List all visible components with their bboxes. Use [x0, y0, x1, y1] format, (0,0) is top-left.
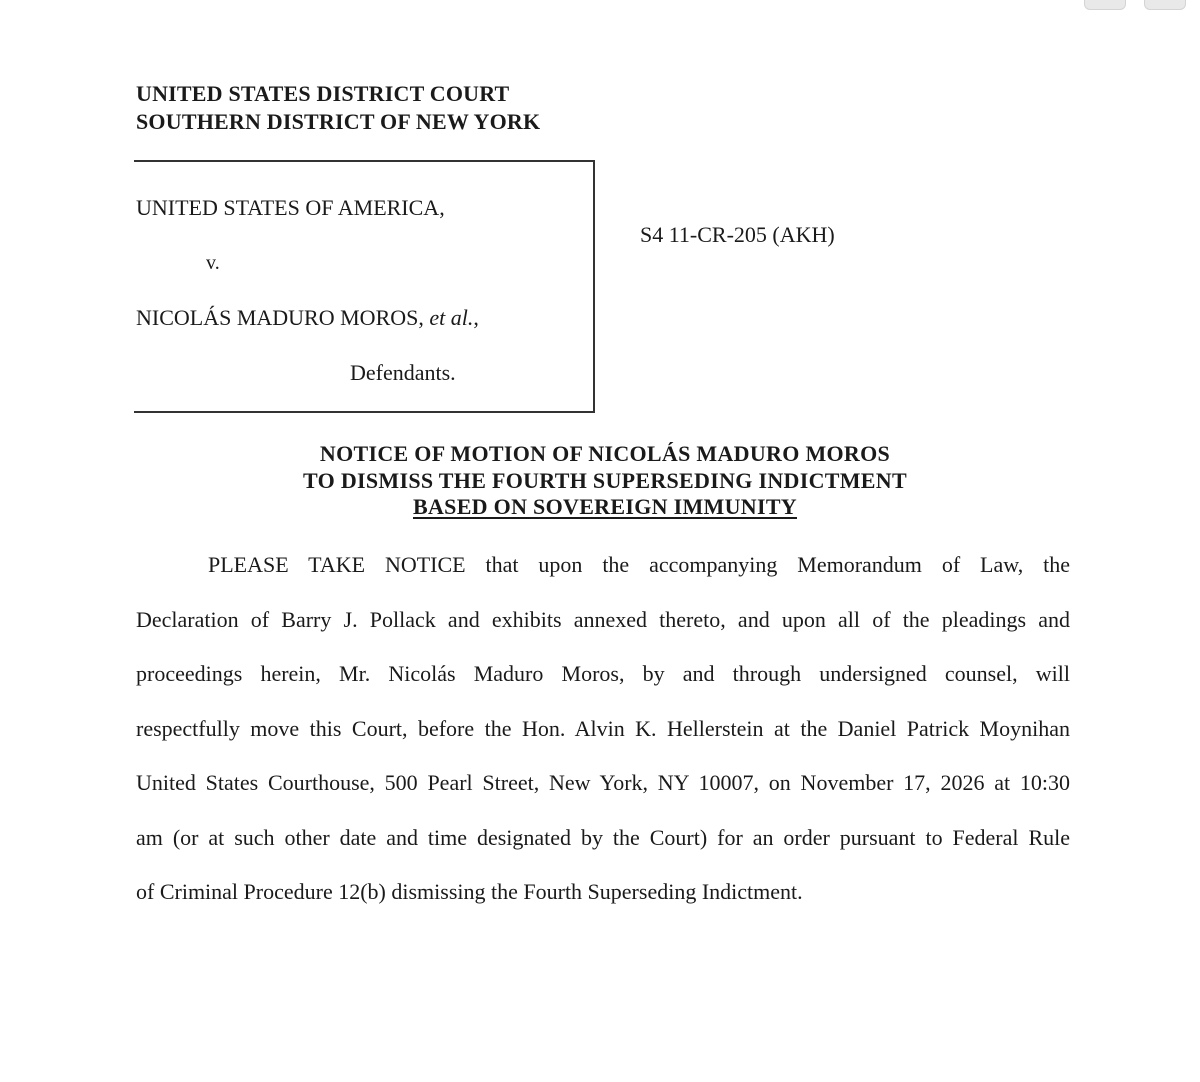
case-caption-box: [134, 160, 595, 413]
paragraph-line: am (or at such other date and time designated by the Court) for an order pursuant to Federal Rule: [136, 824, 1070, 850]
paragraph-line: United States Courthouse, 500 Pearl Street, New York, NY 10007, on November 17, 2026 at 10:30: [136, 770, 1070, 795]
motion-title-line-2: TO DISMISS THE FOURTH SUPERSEDING INDICTMENT: [303, 467, 907, 493]
caption-defendants-label: Defendants.: [350, 360, 456, 385]
caption-defendant-comma: ,: [473, 305, 479, 330]
motion-title-line-1: NOTICE OF MOTION OF NICOLÁS MADURO MOROS: [319, 441, 891, 466]
caption-et-al: et al.: [429, 305, 474, 330]
corner-button-right[interactable]: [1144, 0, 1186, 10]
court-header: [136, 80, 540, 136]
paragraph-line: proceedings herein, Mr. Nicolás Maduro Moros, by and through undersigned counsel, will: [136, 661, 1070, 686]
caption-plaintiff: UNITED STATES OF AMERICA,: [136, 195, 445, 220]
motion-title-line-3: BASED ON SOVEREIGN IMMUNITY: [413, 494, 797, 519]
motion-title: [0, 441, 1200, 521]
notice-paragraph: [136, 548, 1070, 930]
caption-defendant-name: NICOLÁS MADURO MOROS,: [136, 305, 430, 330]
caption-defendant: [136, 305, 479, 331]
caption-versus: v.: [206, 252, 220, 274]
court-district: SOUTHERN DISTRICT OF NEW YORK: [136, 109, 541, 134]
corner-button-left[interactable]: [1084, 0, 1126, 10]
paragraph-line: PLEASE TAKE NOTICE that upon the accompanying Memorandum of Law, the: [208, 552, 1070, 577]
paragraph-line: of Criminal Procedure 12(b) dismissing the Fourth Superseding Indictment.: [136, 879, 803, 904]
paragraph-line: Declaration of Barry J. Pollack and exhibits annexed thereto, and upon all of the pleadings and: [136, 606, 1070, 632]
paragraph-line: respectfully move this Court, before the Hon. Alvin K. Hellerstein at the Daniel Patrick Moynihan: [136, 715, 1070, 741]
case-number: S4 11-CR-205 (AKH): [640, 222, 835, 247]
court-name: UNITED STATES DISTRICT COURT: [136, 81, 510, 106]
